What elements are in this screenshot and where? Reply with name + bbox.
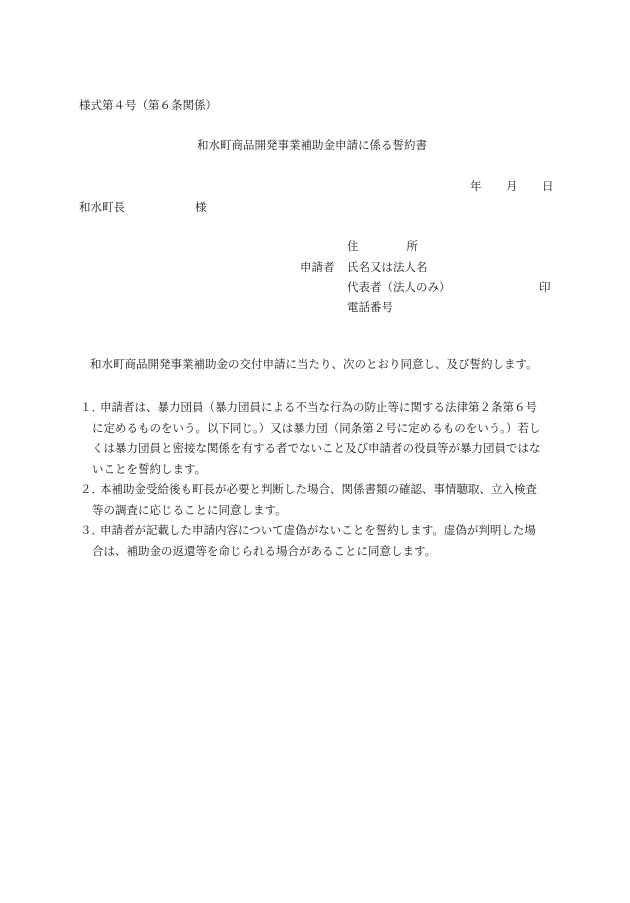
clause-line: いことを誓約します。: [92, 461, 207, 476]
form-number: 様式第４号（第６条関係）: [79, 98, 217, 112]
intro-paragraph: 和水町商品開発事業補助金の交付申請に当たり、次のとおり同意し、及び誓約します。: [90, 357, 538, 371]
applicant-label: 申請者: [300, 260, 335, 274]
seal-mark: 印: [539, 280, 551, 294]
clause-number: ３．: [80, 523, 103, 537]
date-line: [470, 178, 554, 194]
address-label-part2: 所: [406, 239, 418, 253]
address-label-part1: 住: [347, 239, 359, 253]
clause-3: [80, 520, 560, 561]
document-title: 和水町商品開発事業補助金申請に係る誓約書: [197, 138, 427, 152]
addressee-honorific: 様: [195, 200, 207, 214]
name-field-label: 氏名又は法人名: [347, 260, 428, 274]
clause-line: 本補助金受給後も町長が必要と判断した場合、関係書類の確認、事情聴取、立入検査: [100, 482, 537, 496]
clause-line: 等の調査に応じることに同意します。: [92, 502, 287, 517]
address-field-label: [347, 238, 418, 254]
clause-number: ２．: [80, 482, 103, 496]
clause-line: くは暴力団員と密接な関係を有する者でないこと及び申請者の役員等が暴力団員ではな: [92, 441, 541, 455]
clause-line: 合は、補助金の返還等を命じられる場合があることに同意します。: [92, 543, 437, 558]
date-day-label: 日: [542, 179, 554, 193]
date-month-label: 月: [506, 179, 518, 193]
clause-1: [80, 397, 560, 479]
date-year-label: 年: [470, 179, 482, 193]
addressee: [79, 199, 207, 215]
phone-field-label: 電話番号: [347, 300, 393, 314]
clause-number: １．: [80, 400, 103, 414]
clause-2: [80, 479, 560, 520]
clause-line: に定めるものをいう。以下同じ。）又は暴力団（同条第２号に定めるものをいう。）若し: [92, 420, 541, 435]
clause-line: 申請者は、暴力団員（暴力団員による不当な行為の防止等に関する法律第２条第６号: [100, 400, 537, 414]
representative-field-label: 代表者（法人のみ）: [347, 280, 451, 294]
clause-line: 申請者が記載した申請内容について虚偽がないことを誓約します。虚偽が判明した場: [100, 523, 536, 537]
addressee-name: 和水町長: [79, 200, 125, 214]
